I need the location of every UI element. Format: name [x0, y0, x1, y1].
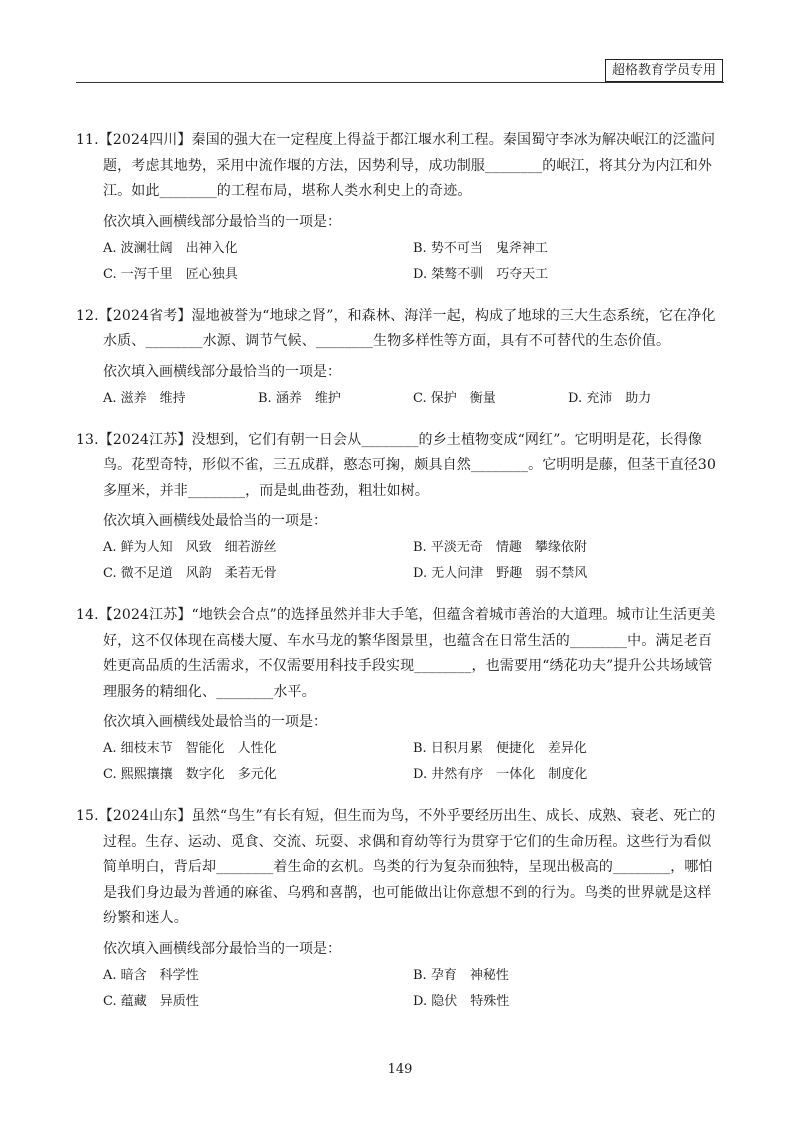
- option-d: D. 充沛 助力: [568, 390, 652, 406]
- option-c: C. 熙熙攘攘 数字化 多元化: [103, 767, 277, 782]
- question-text: 12.【2024省考】湿地被誉为“地球之肾”，和森林、海洋一起，构成了地球的三大生态系统，它在净化水质、________水源、调节气候、________生物多样性等方面，具有不可替代的生态价值。: [76, 307, 716, 349]
- question-11: [76, 128, 723, 290]
- option-c: C. 蕴藏 异质性: [103, 993, 199, 1009]
- option-a: A. 滋养 维持: [103, 390, 186, 406]
- question-text: 13.【2024江苏】没想到，它们有朝一日会从________的乡土植物变成“网红”。它明明是花，长得像鸟。花型奇特，形似不雀，三五成群，憨态可掬，颇具自然________。它明明是藤，但茎干直径30多厘米，并非________，而是虬曲苍劲，粗壮如树。: [76, 431, 717, 499]
- option-a: A. 暗含 科学性: [103, 967, 199, 983]
- question-prompt: 依次填入画横线处最恰当的一项是：: [103, 513, 327, 529]
- question-15: [76, 804, 723, 1017]
- option-a: A. 鲜为人知 风致 细若游丝: [103, 540, 277, 555]
- question-prompt: 依次填入画横线部分最恰当的一项是：: [103, 363, 341, 380]
- option-b: B. 孕育 神秘性: [413, 967, 509, 983]
- option-b: B. 涵养 维护: [258, 390, 341, 406]
- question-text: 14.【2024江苏】“地铁会合点”的选择虽然并非大手笔，但蕴含着城市善治的大道理。城市让生活更美好，这不仅体现在高楼大厦、车水马龙的繁华图景里，也蕴含在日常生活的________中。满足老百姓更高品质的生活需求，不仅需要用科技手段实现________，也需要用“绣花功夫”提升公共场域管理服务的精细化、________水平。: [76, 607, 716, 700]
- option-d: D. 井然有序 一体化 制度化: [413, 767, 588, 782]
- question-text: 11.【2024四川】秦国的强大在一定程度上得益于都江堰水利工程。秦国蜀守李冰为解决岷江的泛滥问题，考虑其地势，采用中流作堰的方法，因势利导，成功制服________的岷江，将其分为内江和外江。如此________的工程布局，堪称人类水利史上的奇迹。: [76, 132, 716, 199]
- question-list: [76, 128, 723, 1031]
- option-a: A. 波澜壮阔 出神入化: [103, 240, 238, 256]
- header-label: 超格教育学员专用: [605, 59, 723, 82]
- option-b: B. 平淡无奇 情趣 攀缘依附: [413, 540, 587, 555]
- option-c: C. 一泻千里 匠心独具: [103, 266, 238, 282]
- option-a: A. 细枝末节 智能化 人性化: [103, 741, 277, 756]
- option-d: D. 桀骜不驯 巧夺天工: [413, 266, 549, 282]
- option-d: D. 隐伏 特殊性: [413, 993, 510, 1009]
- option-d: D. 无人问津 野趣 弱不禁风: [413, 566, 588, 581]
- question-12: [76, 304, 723, 414]
- header-rule: [76, 82, 724, 83]
- page-number: 149: [387, 1062, 413, 1077]
- question-prompt: 依次填入画横线部分最恰当的一项是：: [103, 213, 341, 230]
- question-prompt: 依次填入画横线部分最恰当的一项是：: [103, 940, 341, 957]
- option-c: C. 保护 衡量: [413, 390, 496, 406]
- option-b: B. 日积月累 便捷化 差异化: [413, 741, 587, 756]
- question-prompt: 依次填入画横线处最恰当的一项是：: [103, 714, 327, 730]
- question-13: [76, 428, 723, 590]
- option-c: C. 微不足道 风韵 柔若无骨: [103, 566, 277, 581]
- question-text: 15.【2024山东】虽然“鸟生”有长有短，但生而为鸟，不外乎要经历出生、成长、成熟、衰老、死亡的过程。生存、运动、觅食、交流、玩耍、求偶和育幼等行为贯穿于它们的生命历程。这些行为看似简单明白，背后却________着生命的玄机。鸟类的行为复杂而独特，呈现出极高的________，哪怕是我们身边最为普通的麻雀、乌鸦和喜鹊，也可能做出让你意想不到的行为。鸟类的世界就是这样纷繁和迷人。: [76, 808, 716, 926]
- option-b: B. 势不可当 鬼斧神工: [413, 240, 548, 256]
- question-14: [76, 603, 723, 790]
